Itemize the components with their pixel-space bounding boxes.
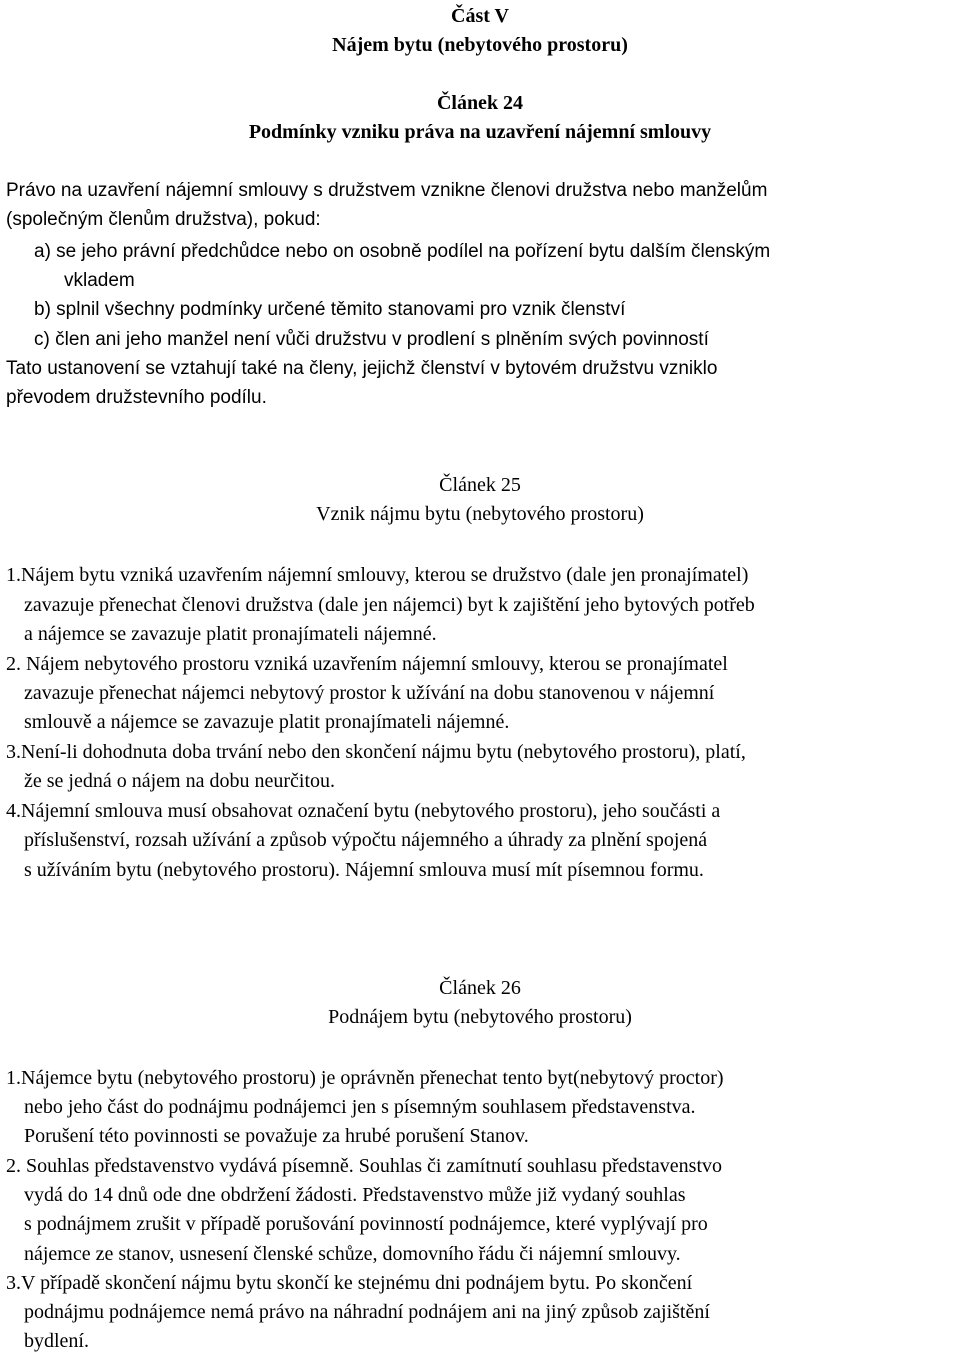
article-25-line: smlouvě a nájemce se zavazuje platit pronajímateli nájemné.	[24, 711, 510, 733]
article-26-line: s podnájmem zrušit v případě porušování povinností podnájemce, které vyplývají pro	[24, 1213, 708, 1235]
article-26-line: vydá do 14 dnů ode dne obdržení žádosti. Představenstvo může již vydaný souhlas	[24, 1184, 686, 1206]
article-24-title: Podmínky vzniku práva na uzavření nájemní smlouvy	[248, 121, 712, 143]
article-24-line: převodem družstevního podílu.	[6, 387, 267, 408]
article-25-line: 4.Nájemní smlouva musí obsahovat označení bytu (nebytového prostoru), jeho součásti a	[6, 800, 721, 822]
article-24-item-continuation: vkladem	[64, 270, 135, 291]
article-26-line: 3.V případě skončení nájmu bytu skončí ke stejnému dni podnájem bytu. Po skončení	[6, 1272, 693, 1294]
article-25-number: Článek 25	[439, 474, 521, 496]
article-25-line: s užíváním bytu (nebytového prostoru). Nájemní smlouva musí mít písemnou formu.	[24, 859, 704, 881]
part-title: Nájem bytu (nebytového prostoru)	[332, 34, 628, 56]
article-25-line: zavazuje přenechat členovi družstva (dale jen nájemci) byt k zajištění jeho bytových potřeb	[24, 594, 755, 616]
article-24-item: c) člen ani jeho manžel není vůči družstvu v prodlení s plněním svých povinností	[34, 329, 709, 350]
article-25-line: zavazuje přenechat nájemci nebytový prostor k užívání na dobu stanovenou v nájemní	[24, 682, 715, 704]
article-24-item: b) splnil všechny podmínky určené těmito stanovami pro vznik členství	[34, 299, 626, 320]
article-26-line: bydlení.	[24, 1330, 89, 1352]
article-26-line: Porušení této povinnosti se považuje za hrubé porušení Stanov.	[24, 1125, 529, 1147]
article-25-line: příslušenství, rozsah užívání a způsob výpočtu nájemného a úhrady za plnění spojená	[24, 829, 708, 851]
article-26-line: podnájmu podnájemce nemá právo na náhradní podnájem ani na jiný způsob zajištění	[24, 1301, 710, 1323]
article-26-title: Podnájem bytu (nebytového prostoru)	[328, 1006, 632, 1028]
article-25-line: že se jedná o nájem na dobu neurčitou.	[24, 770, 335, 792]
article-24-line: Právo na uzavření nájemní smlouvy s družstvem vznikne členovi družstva nebo manželům	[6, 180, 768, 201]
article-24-number: Článek 24	[436, 92, 524, 114]
article-24-line: (společným členům družstva), pokud:	[6, 209, 321, 230]
article-26-line: 1.Nájemce bytu (nebytového prostoru) je oprávněn přenechat tento byt(nebytový proctor)	[6, 1067, 724, 1089]
article-25-line: 1.Nájem bytu vzniká uzavřením nájemní smlouvy, kterou se družstvo (dale jen pronajímatel)	[6, 564, 749, 586]
article-25-title: Vznik nájmu bytu (nebytového prostoru)	[316, 503, 644, 525]
article-24-line: Tato ustanovení se vztahují také na členy, jejichž členství v bytovém družstvu vzniklo	[6, 358, 718, 379]
article-25-line: 3.Není-li dohodnuta doba trvání nebo den skončení nájmu bytu (nebytového prostoru), platí,	[6, 741, 746, 763]
article-26-number: Článek 26	[439, 977, 521, 999]
article-26-line: nebo jeho část do podnájmu podnájemci jen s písemným souhlasem představenstva.	[24, 1096, 696, 1118]
article-25-line: a nájemce se zavazuje platit pronajímateli nájemné.	[24, 623, 437, 645]
article-26-line: nájemce ze stanov, usnesení členské schůze, domovního řádu či nájemní smlouvy.	[24, 1243, 681, 1265]
article-25-line: 2. Nájem nebytového prostoru vzniká uzavřením nájemní smlouvy, kterou se pronajímatel	[6, 653, 728, 675]
article-26-line: 2. Souhlas představenstvo vydává písemně. Souhlas či zamítnutí souhlasu představenstvo	[6, 1155, 722, 1177]
part-label: Část V	[451, 5, 509, 27]
article-24-item: a) se jeho právní předchůdce nebo on osobně podílel na pořízení bytu dalším členským	[34, 241, 771, 262]
